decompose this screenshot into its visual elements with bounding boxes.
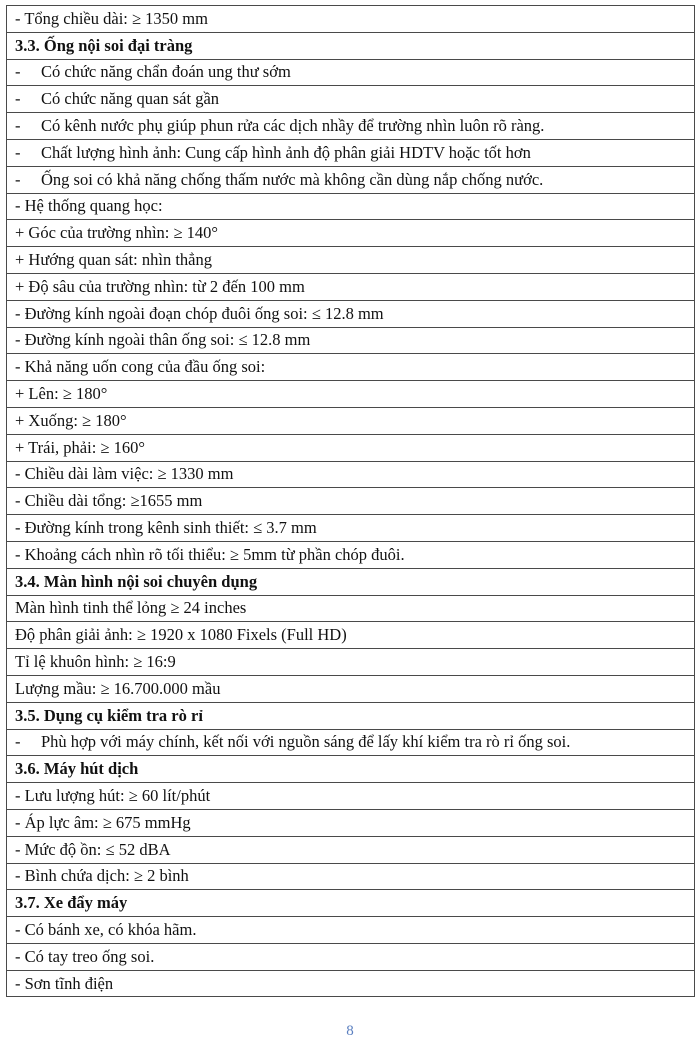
bullet-text: Có chức năng chẩn đoán ung thư sớm bbox=[41, 62, 291, 82]
spec-row bbox=[7, 6, 695, 33]
spec-row bbox=[7, 675, 695, 702]
bullet-text: Ống soi có khả năng chống thấm nước mà không cần dùng nắp chống nước. bbox=[41, 169, 544, 189]
spec-row bbox=[7, 541, 695, 568]
spec-cell bbox=[7, 113, 695, 140]
spec-cell: - Tổng chiều dài: ≥ 1350 mm bbox=[7, 6, 695, 33]
section-heading-cell: 3.7. Xe đẩy máy bbox=[7, 890, 695, 917]
spec-cell: Tỉ lệ khuôn hình: ≥ 16:9 bbox=[7, 649, 695, 676]
spec-row bbox=[7, 622, 695, 649]
bullet-marker: - bbox=[15, 89, 21, 109]
bullet-marker: - bbox=[15, 169, 21, 189]
section-heading-row bbox=[7, 890, 695, 917]
spec-row bbox=[7, 113, 695, 140]
spec-cell: - Bình chứa dịch: ≥ 2 bình bbox=[7, 863, 695, 890]
spec-cell: - Chiều dài làm việc: ≥ 1330 mm bbox=[7, 461, 695, 488]
spec-cell bbox=[7, 729, 695, 756]
bullet-text: Phù hợp với máy chính, kết nối với nguồn sáng để lấy khí kiểm tra rò rỉ ống soi. bbox=[41, 732, 571, 752]
spec-row bbox=[7, 649, 695, 676]
bullet-marker: - bbox=[15, 142, 21, 162]
spec-cell: + Góc của trường nhìn: ≥ 140° bbox=[7, 220, 695, 247]
spec-row bbox=[7, 354, 695, 381]
spec-row bbox=[7, 59, 695, 86]
spec-cell: + Độ sâu của trường nhìn: từ 2 đến 100 mm bbox=[7, 273, 695, 300]
spec-row bbox=[7, 836, 695, 863]
spec-row bbox=[7, 863, 695, 890]
spec-row bbox=[7, 220, 695, 247]
spec-row bbox=[7, 729, 695, 756]
spec-row bbox=[7, 139, 695, 166]
section-heading-row bbox=[7, 568, 695, 595]
spec-cell: Màn hình tinh thể lỏng ≥ 24 inches bbox=[7, 595, 695, 622]
spec-row bbox=[7, 381, 695, 408]
spec-cell: - Mức độ ồn: ≤ 52 dBA bbox=[7, 836, 695, 863]
spec-table bbox=[6, 5, 695, 997]
section-heading-cell: 3.6. Máy hút dịch bbox=[7, 756, 695, 783]
spec-table-body bbox=[7, 6, 695, 997]
spec-row bbox=[7, 943, 695, 970]
spec-row bbox=[7, 461, 695, 488]
page-number: 8 bbox=[346, 1023, 354, 1039]
bullet-text: Có kênh nước phụ giúp phun rửa các dịch nhầy để trường nhìn luôn rõ ràng. bbox=[41, 116, 545, 136]
spec-row bbox=[7, 970, 695, 997]
spec-row bbox=[7, 434, 695, 461]
spec-row bbox=[7, 488, 695, 515]
spec-row bbox=[7, 273, 695, 300]
spec-cell: - Lưu lượng hút: ≥ 60 lít/phút bbox=[7, 783, 695, 810]
spec-cell: - Khả năng uốn cong của đầu ống soi: bbox=[7, 354, 695, 381]
spec-row bbox=[7, 86, 695, 113]
bullet-text: Có chức năng quan sát gần bbox=[41, 89, 220, 109]
spec-cell: + Lên: ≥ 180° bbox=[7, 381, 695, 408]
spec-cell bbox=[7, 139, 695, 166]
spec-row bbox=[7, 327, 695, 354]
spec-row bbox=[7, 247, 695, 274]
spec-cell: - Có tay treo ống soi. bbox=[7, 943, 695, 970]
section-heading-cell: 3.4. Màn hình nội soi chuyên dụng bbox=[7, 568, 695, 595]
section-heading-row bbox=[7, 756, 695, 783]
spec-row bbox=[7, 917, 695, 944]
bullet-marker: - bbox=[15, 116, 21, 136]
spec-cell: + Xuống: ≥ 180° bbox=[7, 407, 695, 434]
spec-row bbox=[7, 300, 695, 327]
section-heading-cell: 3.5. Dụng cụ kiểm tra rò rỉ bbox=[7, 702, 695, 729]
spec-cell: - Đường kính ngoài thân ống soi: ≤ 12.8 mm bbox=[7, 327, 695, 354]
spec-cell: - Chiều dài tổng: ≥1655 mm bbox=[7, 488, 695, 515]
section-heading-cell: 3.3. Ống nội soi đại tràng bbox=[7, 32, 695, 59]
spec-cell bbox=[7, 59, 695, 86]
spec-cell: + Trái, phải: ≥ 160° bbox=[7, 434, 695, 461]
spec-row bbox=[7, 193, 695, 220]
spec-row bbox=[7, 407, 695, 434]
spec-cell: - Đường kính trong kênh sinh thiết: ≤ 3.7 mm bbox=[7, 515, 695, 542]
spec-cell: + Hướng quan sát: nhìn thẳng bbox=[7, 247, 695, 274]
spec-row bbox=[7, 515, 695, 542]
section-heading-row bbox=[7, 702, 695, 729]
spec-row bbox=[7, 595, 695, 622]
spec-cell: - Đường kính ngoài đoạn chóp đuôi ống soi: ≤ 12.8 mm bbox=[7, 300, 695, 327]
spec-cell: - Khoảng cách nhìn rõ tối thiểu: ≥ 5mm từ phần chóp đuôi. bbox=[7, 541, 695, 568]
bullet-text: Chất lượng hình ảnh: Cung cấp hình ảnh độ phân giải HDTV hoặc tốt hơn bbox=[41, 142, 531, 162]
bullet-marker: - bbox=[15, 732, 21, 752]
bullet-marker: - bbox=[15, 62, 21, 82]
spec-row bbox=[7, 809, 695, 836]
spec-row bbox=[7, 783, 695, 810]
spec-cell: - Sơn tĩnh điện bbox=[7, 970, 695, 997]
spec-cell: Lượng mầu: ≥ 16.700.000 mầu bbox=[7, 675, 695, 702]
spec-cell: Độ phân giải ảnh: ≥ 1920 x 1080 Fixels (Full HD) bbox=[7, 622, 695, 649]
section-heading-row bbox=[7, 32, 695, 59]
spec-cell: - Hệ thống quang học: bbox=[7, 193, 695, 220]
spec-cell bbox=[7, 166, 695, 193]
spec-cell bbox=[7, 86, 695, 113]
spec-cell: - Có bánh xe, có khóa hãm. bbox=[7, 917, 695, 944]
spec-row bbox=[7, 166, 695, 193]
spec-cell: - Áp lực âm: ≥ 675 mmHg bbox=[7, 809, 695, 836]
